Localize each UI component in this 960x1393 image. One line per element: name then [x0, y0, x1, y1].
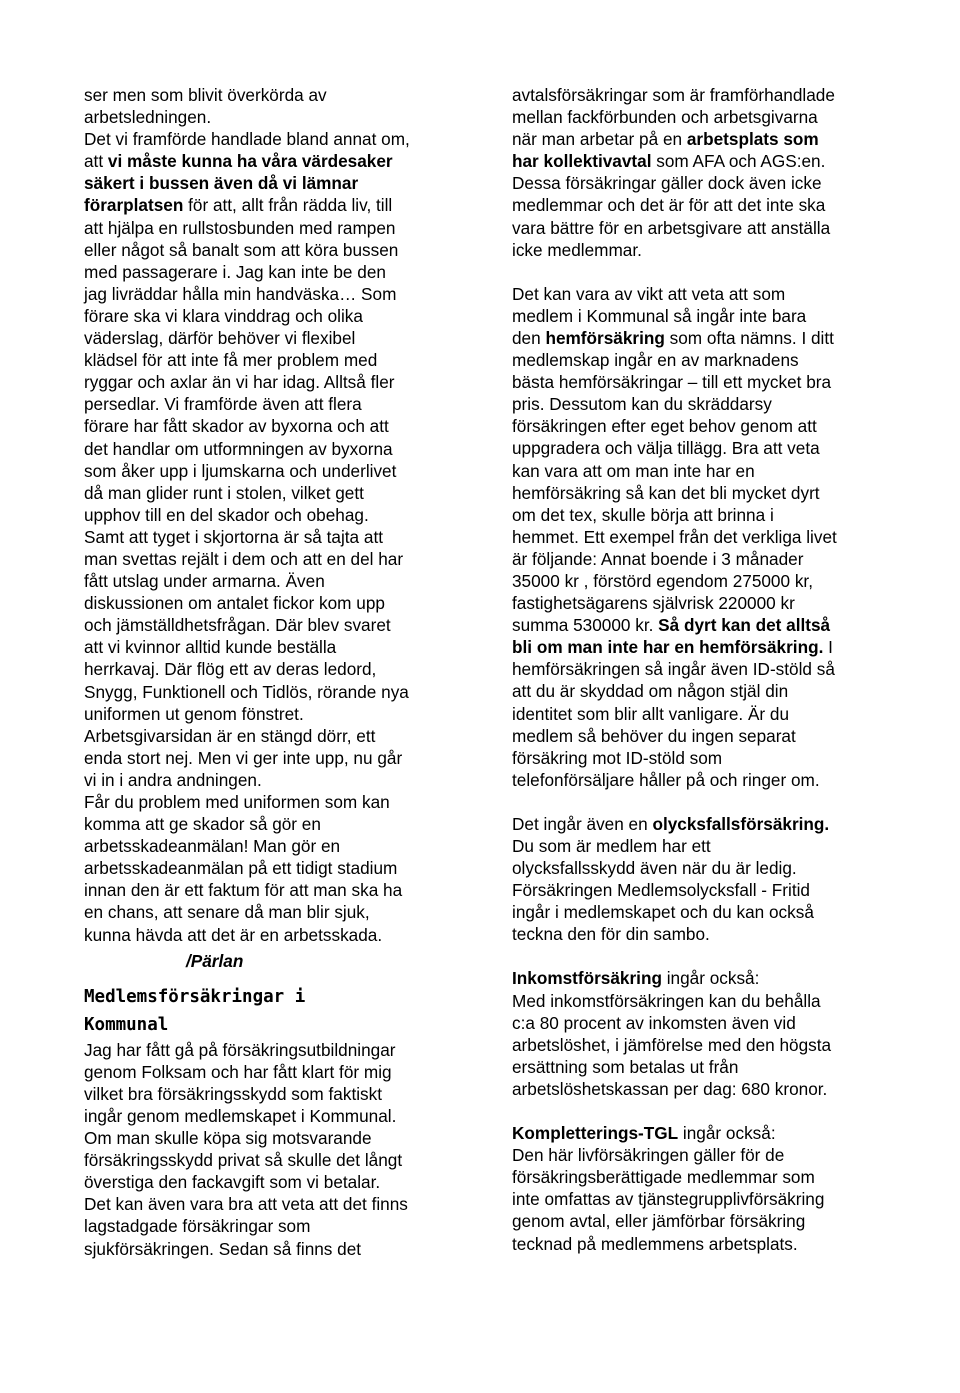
text-line: Snygg, Funktionell och Tidlös, rörande nya	[84, 681, 409, 702]
text-line: innan den är ett faktum för att man ska ha	[84, 880, 403, 901]
text-line: Det vi framförde handlade bland annat om,	[84, 129, 410, 150]
text-line: arbetsledningen.	[84, 107, 212, 128]
left-column	[84, 84, 464, 1260]
text-line: komma att ge skador så gör en	[84, 814, 321, 835]
text-line: som åker upp i ljumskarna och underlivet	[84, 460, 397, 481]
text-line: ryggar och axlar än vi har idag. Alltså fler	[84, 372, 395, 393]
text-line: det handlar om utformningen av byxorna	[84, 438, 393, 459]
text-line: med passagerare i. Jag kan inte be den	[84, 261, 386, 282]
text-line: bästa hemförsäkringar – till ett mycket bra	[512, 372, 832, 393]
text-line: diskussionen om antalet fickor kom upp	[84, 593, 385, 614]
text-line: att vi måste kunna ha våra värdesaker	[84, 151, 393, 172]
text-line: den hemförsäkring som ofta nämns. I ditt	[512, 327, 834, 348]
text-line: försäkringsskydd privat så skulle det långt	[84, 1150, 403, 1171]
body-text	[84, 1039, 464, 1260]
text-line: förare ska vi klara vinddrag och olika	[84, 305, 363, 326]
text-line: enda stort nej. Men vi ger inte upp, nu går	[84, 747, 403, 768]
text-line: Jag har fått gå på försäkringsutbildningar	[84, 1039, 396, 1060]
text-line: har kollektivavtal som AFA och AGS:en.	[512, 151, 826, 172]
right-column	[512, 84, 892, 1255]
text-line: att vi kvinnor alltid kunde beställa	[84, 637, 337, 658]
text-line: medlemskap ingår en av marknadens	[512, 350, 799, 371]
text-line: Får du problem med uniformen som kan	[84, 792, 390, 812]
income-insurance-paragraph	[512, 967, 892, 1100]
text-line: Det kan även vara bra att veta att det finns	[84, 1194, 408, 1215]
text-line: arbetslöshet, i jämförelse med den högsta	[512, 1034, 832, 1055]
text-line: Kompletterings-TGL ingår också:	[512, 1123, 776, 1144]
text-line: pris. Dessutom kan du skräddarsy	[512, 394, 772, 415]
text-line: Det kan vara av vikt att veta att som	[512, 283, 786, 304]
text-line: Dessa försäkringar gäller dock även icke	[512, 173, 822, 194]
text-line: Den här livförsäkringen gäller för de	[512, 1145, 785, 1166]
text-line: identitet som blir allt vanligare. Är du	[512, 703, 790, 724]
text-line: teckna den för din sambo.	[512, 924, 710, 945]
text-line: inte omfattas av tjänstegrupplivförsäkring	[512, 1189, 825, 1210]
text-line: att du är skyddad om någon stjäl din	[512, 681, 789, 702]
text-line: persedlar. Vi framförde även att flera	[84, 394, 362, 415]
bold-text: Inkomstförsäkring	[512, 968, 662, 989]
body-text	[512, 84, 892, 128]
text-line: att hjälpa en rullstosbunden med rampen	[84, 217, 396, 238]
text-line: Du som är medlem har ett	[512, 836, 711, 856]
body-text	[512, 835, 892, 945]
text-line: arbetsskadeanmälan på ett tidigt stadium	[84, 858, 398, 879]
text-line: förarplatsen för att, allt från rädda liv, till	[84, 195, 393, 216]
text-line: när man arbetar på en arbetsplats som	[512, 129, 819, 150]
tgl-insurance-paragraph	[512, 1122, 892, 1255]
text-line: vilket bra försäkringsskydd som faktiskt	[84, 1083, 383, 1104]
bold-text: vi måste kunna ha våra värdesaker	[107, 151, 393, 172]
text-line: klädsel för att inte få mer problem med	[84, 350, 378, 371]
text-line: hemförsäkringen så ingår även ID-stöld så	[512, 659, 835, 680]
text-line: eller något så banalt som att köra bussen	[84, 239, 399, 260]
text-line	[84, 172, 464, 194]
text-line: Inkomstförsäkring ingår också:	[512, 968, 760, 989]
text-line: försäkringen efter eget behov genom att	[512, 416, 817, 437]
text-line: försäkringsberättigade medlemmar som	[512, 1167, 815, 1188]
text-line: arbetslöshetskassan per dag: 680 kronor.	[512, 1078, 828, 1099]
text-line: man svettas rejält i dem och att en del har	[84, 548, 404, 569]
bold-text: hemförsäkring	[545, 327, 665, 348]
text-line: medlemmar och det är för att det inte ska	[512, 195, 826, 216]
text-line: arbetsskadeanmälan! Man gör en	[84, 836, 341, 857]
insurance-intro-paragraph	[84, 1039, 464, 1260]
text-line: avtalsförsäkringar som är framförhandlade	[512, 85, 835, 105]
text-line: ingår genom medlemskapet i Kommunal.	[84, 1105, 397, 1126]
bold-text: bli om man inte har en hemförsäkring.	[512, 637, 824, 658]
text-line: en chans, att senare då man blir sjuk,	[84, 902, 370, 923]
text-line: kan vara att om man inte har en	[512, 460, 755, 481]
text-line: upphov till en del skador och obehag.	[84, 504, 369, 525]
text-line: summa 530000 kr. Så dyrt kan det alltså	[512, 615, 831, 636]
text-line: hemmet. Ett exempel från det verkliga livet	[512, 526, 837, 547]
text-line: c:a 80 procent av inkomsten även vid	[512, 1012, 796, 1033]
text-line: Det ingår även en olycksfallsförsäkring.	[512, 813, 830, 834]
text-line: jag livräddar hålla min handväska… Som	[84, 283, 397, 304]
bold-text: olycksfallsförsäkring.	[652, 813, 830, 834]
text-line: Arbetsgivarsidan är en stängd dörr, ett	[84, 725, 376, 746]
text-line: vara bättre för en arbetsgivare att anställa	[512, 217, 831, 238]
text-line: tecknad på medlemmens arbetsplats.	[512, 1233, 798, 1254]
text-line: ser men som blivit överkörda av	[84, 85, 327, 105]
text-line: ersättning som betalas ut från	[512, 1056, 739, 1077]
body-text	[84, 217, 464, 946]
home-insurance-paragraph	[512, 283, 892, 791]
text-line: uppgradera och välja tillägg. Bra att veta	[512, 438, 820, 459]
text-line: medlem så behöver du ingen separat	[512, 725, 796, 746]
body-text	[512, 172, 892, 260]
body-text	[512, 283, 892, 327]
text-line: kunna hävda att det är en arbetsskada.	[84, 924, 383, 945]
text-line: olycksfallsskydd även när du är ledig.	[512, 858, 797, 879]
text-line: mellan fackförbunden och arbetsgivarna	[512, 107, 818, 128]
text-line: bli om man inte har en hemförsäkring. I	[512, 637, 833, 658]
text-line: lagstadgade försäkringar som	[84, 1216, 311, 1237]
author-signature: /Pärlan	[186, 950, 244, 971]
text-line: genom Folksam och har fått klart för mig	[84, 1061, 392, 1082]
text-line: ingår i medlemskapet och du kan också	[512, 902, 814, 923]
text-line: icke medlemmar.	[512, 239, 642, 260]
body-text	[512, 349, 892, 614]
accident-insurance-paragraph	[512, 813, 892, 946]
bold-text: förarplatsen	[84, 195, 184, 216]
text-line: 35000 kr , förstörd egendom 275000 kr,	[512, 570, 813, 591]
section-heading: Medlemsförsäkringar i Kommunal	[84, 986, 306, 1035]
bold-text: arbetsplats som	[686, 129, 819, 150]
text-line: hemförsäkring så kan det bli mycket dyrt	[512, 482, 820, 503]
text-line: överstiga den fackavgift som vi betalar.	[84, 1172, 381, 1193]
text-line: Försäkringen Medlemsolycksfall - Fritid	[512, 880, 810, 901]
text-line: då man glider runt i stolen, vilket gett	[84, 482, 364, 503]
text-line: genom avtal, eller jämförbar försäkring	[512, 1211, 806, 1232]
agreement-insurance-paragraph	[512, 84, 892, 261]
bold-text: säkert i bussen även då vi lämnar	[84, 173, 359, 194]
text-line: och jämställdhetsfrågan. Där blev svaret	[84, 615, 391, 636]
text-line: medlem i Kommunal så ingår inte bara	[512, 305, 807, 326]
body-text	[512, 658, 892, 791]
bold-text: har kollektivavtal	[512, 151, 652, 172]
text-line: fastighetsägarens självrisk 220000 kr	[512, 593, 795, 614]
text-line: försäkring mot ID-stöld som	[512, 747, 723, 768]
text-line: uniformen ut genom fönstret.	[84, 703, 304, 724]
text-line: telefonförsäljare håller på och ringer om.	[512, 769, 820, 790]
text-line: Om man skulle köpa sig motsvarande	[84, 1128, 372, 1149]
body-text	[512, 1144, 892, 1254]
bold-text: Kompletterings-TGL	[512, 1123, 679, 1144]
text-line: om det tex, skulle börja att brinna i	[512, 504, 774, 525]
text-line: herrkavaj. Där flög ett av deras ledord,	[84, 659, 377, 680]
text-line: Samt att tyget i skjortorna är så tajta att	[84, 526, 384, 547]
text-line: förare har fått skador av byxorna och att	[84, 416, 389, 437]
intro-paragraph	[84, 84, 464, 946]
text-line: vi in i andra andningen.	[84, 769, 262, 790]
text-line: fått utslag under armarna. Även	[84, 571, 325, 592]
text-line: väderslag, därför behöver vi flexibel	[84, 328, 356, 349]
bold-text: Så dyrt kan det alltså	[658, 615, 831, 636]
body-text	[512, 990, 892, 1100]
text-line: sjukförsäkringen. Sedan så finns det	[84, 1238, 362, 1259]
text-line: Med inkomstförsäkringen kan du behålla	[512, 990, 821, 1011]
text-line: är följande: Annat boende i 3 månader	[512, 548, 804, 569]
